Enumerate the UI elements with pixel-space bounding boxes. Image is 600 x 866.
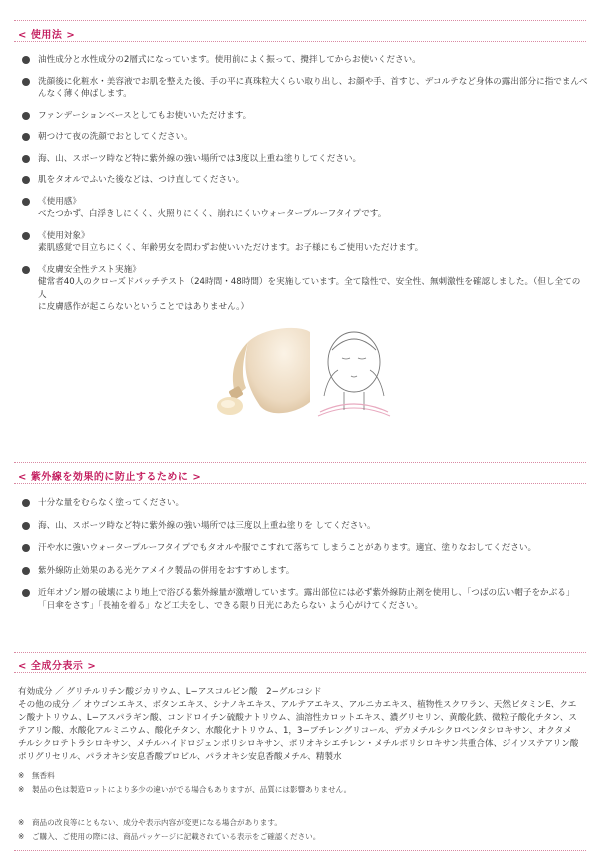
bullet-icon [22, 198, 30, 206]
bullet-icon [22, 567, 30, 575]
list-item-line: 海、山、スポーツ時など特に紫外線の強い場所では3度以上重ね塗りしてください。 [38, 153, 362, 164]
divider-bottom [14, 850, 586, 851]
list-item [18, 520, 588, 533]
ingredients-section-title: < 全成分表示 > [18, 661, 97, 672]
list-item [18, 542, 588, 555]
divider-top [14, 20, 586, 21]
uv-list-wrap [18, 497, 588, 622]
ingredient-line: テアリン酸、水酸化アルミニウム、酸化チタン、水酸化ナトリウム、1，3−ブチレングリコール、デカメチルシクロペンタシロキサン、オクタメ [18, 726, 572, 736]
list-item-line: 《使用対象》 [38, 230, 90, 241]
list-item-line: 健常者40人のクローズドパッチテスト（24時間・48時間）を実施しています。全て陰性で、安全性、無刺激性を確認しました。（但し全ての人 [38, 277, 581, 300]
bullet-icon [22, 78, 30, 86]
list-item-line: 《皮膚安全性テスト実施》 [38, 264, 141, 275]
list-item-line: んなく薄く伸ばします。 [38, 89, 132, 99]
usage-section-title: < 使用法 > [18, 30, 76, 41]
ingredient-line: その他の成分 ／ オウゴンエキス、ボタンエキス、シナノキエキス、アルテアエキス、アルニカエキス、植物性スクワラン、天然ビタミンE、クエ [18, 700, 577, 710]
ingredient-line: 有効成分 ／ グリチルリチン酸ジカリウム、L−アスコルビン酸 2−グルコシド [18, 687, 322, 697]
list-item [18, 497, 588, 510]
note-line: ※ ご購入、ご使用の際には、商品パッケージに記載されている表示をご確認ください。 [18, 832, 321, 841]
list-item [18, 264, 588, 314]
uv-section [18, 468, 588, 483]
list-item [18, 153, 588, 166]
list-item [18, 76, 588, 101]
note-line: ※ 無香料 [18, 771, 55, 780]
notes-b [18, 816, 588, 844]
list-item-line: 肌をタオルでふいた後などは、つけ直してください。 [38, 175, 245, 185]
divider-sec3-top [14, 652, 586, 653]
list-item-line: 近年オゾン層の破壊により地上で浴びる紫外線量が激増しています。露出部位には必ず紫外線防止剤を使用し、「つばの広い帽子をかぶる」 [38, 588, 575, 598]
bullet-icon [22, 544, 30, 552]
list-item-line: 素肌感覚で目立ちにくく、年齢男女を問わずお使いいただけます。お子様にもご使用いただけます。 [38, 243, 424, 253]
list-item-line: べたつかず、白浮きしにくく、火照りにくく、崩れにくいウォータープルーフタイプです。 [38, 209, 387, 219]
bullet-icon [22, 56, 30, 64]
divider-uv-title [14, 483, 586, 484]
bullet-icon [22, 522, 30, 530]
divider-ingredients-title [14, 672, 586, 673]
ingredient-line: ン酸ナトリウム、L−アスパラギン酸、コンドロイチン硫酸ナトリウム、油溶性カロットエキス、濃グリセリン、黄酸化鉄、微粒子酸化チタン、ス [18, 713, 577, 723]
list-item-line: 海、山、スポーツ時など特に紫外線の強い場所では三度以上重ね塗りを してください。 [38, 520, 376, 531]
bullet-icon [22, 232, 30, 240]
bullet-icon [22, 589, 30, 597]
list-item-line: ファンデーションベースとしてもお使いいただけます。 [38, 110, 252, 121]
list-item-line: 洗顔後に化粧水・美容液でお肌を整えた後、手の平に真珠粒大くらい取り出し、お顔や手、首すじ、デコルテなど身体の露出部分に指でまんべ [38, 76, 588, 87]
usage-section [18, 26, 588, 41]
list-item-line: 汗や水に強いウォータープルーフタイプでもタオルや服でこすれて落ちて しまうことがあります。適宜、塗りなおしてください。 [38, 543, 537, 553]
ingredient-line: チルシクロテトラシロキサン、メチルハイドロジェンポリシロキサン、ポリオキシエチレン・メチルポリシロキサン共重合体、ジイソステアリン酸 [18, 739, 579, 749]
usage-list [18, 54, 588, 314]
bullet-icon [22, 266, 30, 274]
notes-a [18, 769, 588, 797]
ingredients-section [18, 657, 588, 672]
uv-section-title: < 紫外線を効果的に防止するために > [18, 472, 202, 483]
uv-list [18, 497, 588, 612]
list-item [18, 131, 588, 144]
note-line: ※ 製品の色は製造ロットにより多少の違いがでる場合もありますが、品質には影響ありません。 [18, 785, 352, 794]
list-item-line: 「日傘をさす」「長袖を着る」など工夫をし、できる限り日光にあたらない よう心がけてください。 [38, 600, 424, 611]
list-item-line: 朝つけて夜の洗顔でおとしてください。 [38, 132, 193, 142]
bullet-icon [22, 133, 30, 141]
list-item [18, 54, 588, 67]
product-tube-image [200, 322, 320, 422]
note-line: ※ 商品の改良等にともない、成分や表示内容が変更になる場合があります。 [18, 818, 282, 827]
bullet-icon [22, 155, 30, 163]
face-illustration [314, 320, 394, 420]
bullet-icon [22, 499, 30, 507]
ingredients-list [18, 686, 588, 764]
list-item-line: 紫外線防止効果のある光ケアメイク製品の併用をおすすめします。 [38, 565, 295, 576]
list-item-line: 油性成分と水性成分の2層式になっています。使用前によく振って、攪拌してからお使いください。 [38, 55, 421, 65]
list-item [18, 110, 588, 123]
ingredient-line: ポリグリセリル、パラオキシ安息香酸プロピル、パラオキシ安息香酸メチル、精製水 [18, 752, 342, 762]
list-item [18, 196, 588, 221]
list-item [18, 174, 588, 187]
list-item [18, 587, 588, 612]
bullet-icon [22, 112, 30, 120]
divider-usage-title [14, 41, 586, 42]
usage-list-wrap [18, 54, 588, 323]
list-item-line: に皮膚感作が起こらないということではありません。） [38, 302, 250, 312]
list-item-line: 十分な量をむらなく塗ってください。 [38, 498, 185, 508]
bullet-icon [22, 176, 30, 184]
list-item-line: 《使用感》 [38, 196, 81, 207]
list-item [18, 230, 588, 255]
divider-sec2-top [14, 462, 586, 463]
list-item [18, 565, 588, 578]
